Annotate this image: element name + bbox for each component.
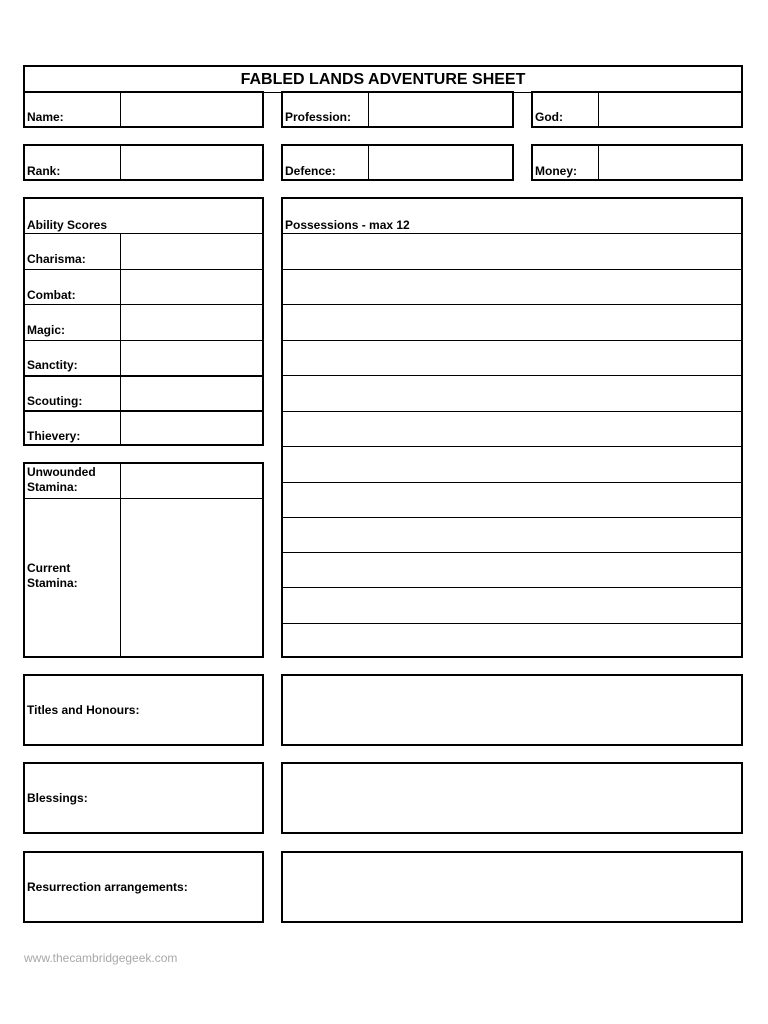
ability-scores-header: Ability Scores bbox=[27, 218, 108, 232]
ability-charisma-field[interactable] bbox=[121, 234, 262, 269]
defence-label: Defence: bbox=[285, 164, 336, 178]
possession-slot-9[interactable] bbox=[283, 518, 741, 552]
resurrection-label-box bbox=[23, 851, 264, 923]
ability-combat-label: Combat: bbox=[27, 288, 76, 302]
ability-sanctity-label: Sanctity: bbox=[27, 358, 78, 372]
god-box bbox=[531, 91, 743, 128]
defence-field[interactable] bbox=[369, 146, 512, 179]
ability-magic-field[interactable] bbox=[121, 305, 262, 340]
rank-box bbox=[23, 144, 264, 181]
current-stamina-field[interactable] bbox=[121, 499, 262, 656]
possession-slot-12[interactable] bbox=[283, 624, 741, 656]
ability-thievery-field[interactable] bbox=[121, 412, 262, 444]
ability-scouting-label: Scouting: bbox=[27, 394, 83, 408]
money-field[interactable] bbox=[599, 146, 741, 179]
possession-slot-2[interactable] bbox=[283, 270, 741, 304]
possession-slot-7[interactable] bbox=[283, 447, 741, 482]
rank-field[interactable] bbox=[121, 146, 262, 179]
possession-slot-5[interactable] bbox=[283, 376, 741, 411]
god-label: God: bbox=[535, 110, 563, 124]
blessings-label-box bbox=[23, 762, 264, 834]
resurrection-label: Resurrection arrangements: bbox=[27, 880, 188, 894]
profession-label: Profession: bbox=[285, 110, 352, 124]
titles-label: Titles and Honours: bbox=[27, 703, 140, 717]
name-field[interactable] bbox=[121, 93, 262, 126]
ability-magic-label: Magic: bbox=[27, 323, 66, 337]
possession-slot-8[interactable] bbox=[283, 483, 741, 517]
possession-slot-11[interactable] bbox=[283, 588, 741, 623]
blessings-label: Blessings: bbox=[27, 791, 88, 805]
titles-label-box bbox=[23, 674, 264, 746]
ability-thievery-label: Thievery: bbox=[27, 429, 81, 443]
unwounded-stamina-field[interactable] bbox=[121, 464, 262, 498]
current-stamina-label: Current Stamina: bbox=[27, 561, 78, 590]
profession-box bbox=[281, 91, 514, 128]
ability-combat-field[interactable] bbox=[121, 270, 262, 304]
sheet-title: FABLED LANDS ADVENTURE SHEET bbox=[240, 71, 526, 88]
ability-scores-box bbox=[23, 197, 264, 446]
name-box bbox=[23, 91, 264, 128]
money-label: Money: bbox=[535, 164, 577, 178]
unwounded-stamina-label: Unwounded Stamina: bbox=[27, 465, 96, 494]
blessings-field[interactable] bbox=[281, 762, 743, 834]
titles-field[interactable] bbox=[281, 674, 743, 746]
defence-box bbox=[281, 144, 514, 181]
ability-sanctity-field[interactable] bbox=[121, 341, 262, 375]
rank-label: Rank: bbox=[27, 164, 61, 178]
possessions-header: Possessions - max 12 bbox=[285, 218, 410, 232]
possession-slot-6[interactable] bbox=[283, 412, 741, 446]
resurrection-field[interactable] bbox=[281, 851, 743, 923]
god-field[interactable] bbox=[599, 93, 741, 126]
possession-slot-3[interactable] bbox=[283, 305, 741, 340]
ability-charisma-label: Charisma: bbox=[27, 252, 86, 266]
ability-scouting-field[interactable] bbox=[121, 377, 262, 410]
money-box bbox=[531, 144, 743, 181]
possessions-box bbox=[281, 197, 743, 658]
footer-url: www.thecambridgegeek.com bbox=[24, 951, 178, 965]
possession-slot-1[interactable] bbox=[283, 234, 741, 269]
profession-field[interactable] bbox=[369, 93, 512, 126]
stamina-box bbox=[23, 462, 264, 658]
possession-slot-10[interactable] bbox=[283, 553, 741, 587]
possession-slot-4[interactable] bbox=[283, 341, 741, 375]
name-label: Name: bbox=[27, 110, 64, 124]
